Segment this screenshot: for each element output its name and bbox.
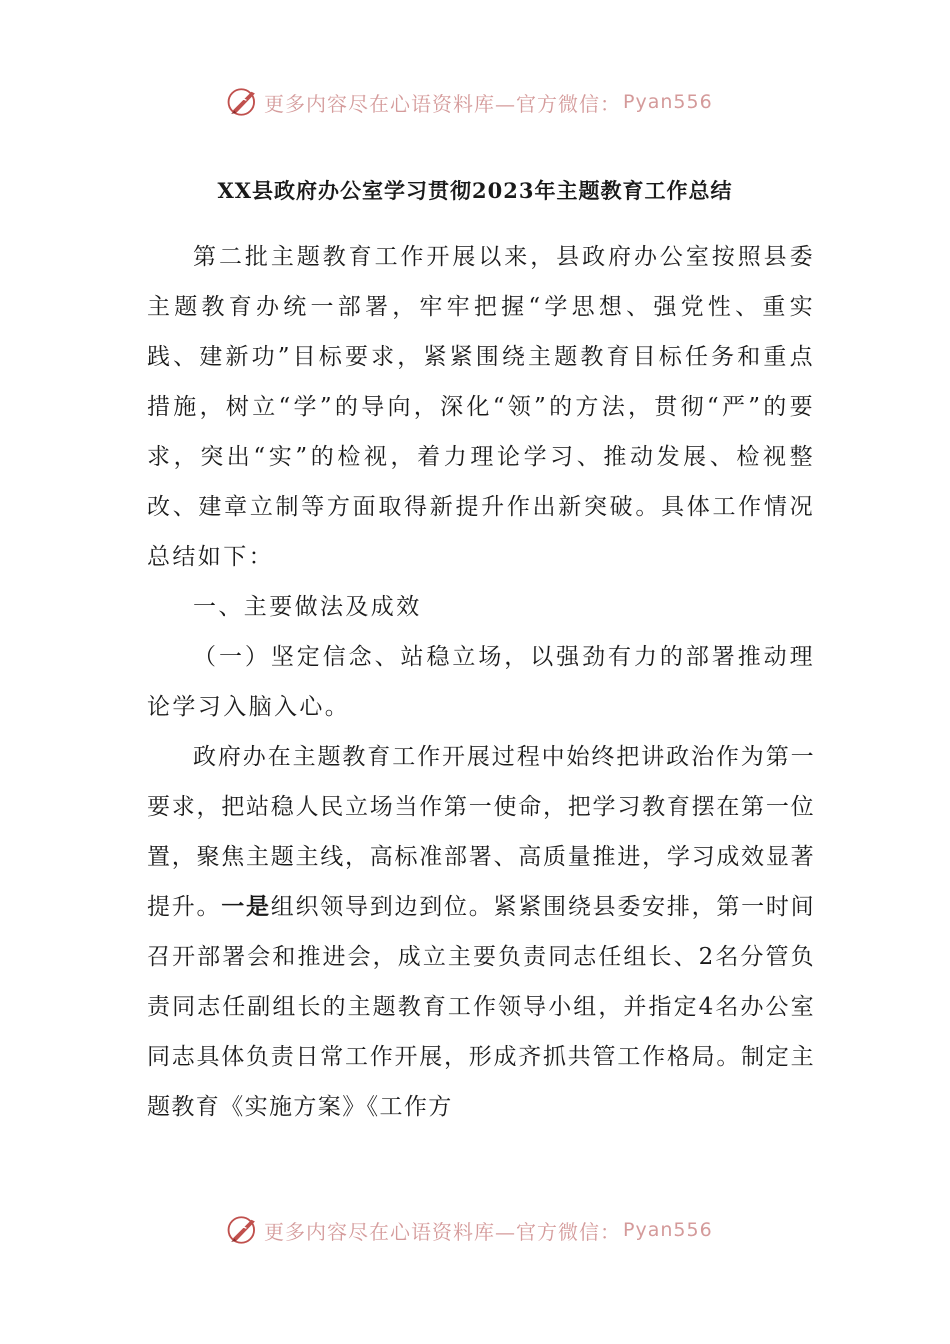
document-body xyxy=(147,232,815,1132)
subsection-heading-1: （一）坚定信念、站稳立场，以强劲有力的部署推动理论学习入脑入心。 xyxy=(147,644,815,720)
header-watermark xyxy=(226,82,713,122)
pen-logo-icon xyxy=(226,1213,260,1247)
paragraph-lead-marker: 一是 xyxy=(221,893,271,920)
section-heading-1: 一、主要做法及成效 xyxy=(193,594,422,620)
watermark-text: 更多内容尽在心语资料库—官方微信： xyxy=(264,1219,621,1244)
paragraph-text-part-1: 政府办在主题教育工作开展过程中始终把讲政治作为第一要求，把站稳人民立场当作第一使命，把学习教育摆在第一位置，聚焦主题主线，高标准部署、高质量推进，学习成效显著提升。 xyxy=(147,744,815,920)
body-paragraph-1 xyxy=(147,732,815,1132)
paragraph-text-part-2: 组织领导到边到位。紧紧围绕县委安排，第一时间召开部署会和推进会，成立主要负责同志任组长、2名分管负责同志任副组长的主题教育工作领导小组，并指定4名办公室同志具体负责日常工作开展，形成齐抓共管工作格局。制定主题教育《实施方案》《工作方 xyxy=(147,894,815,1120)
watermark-wechat-id: Pyan556 xyxy=(623,91,713,113)
pen-logo-icon xyxy=(226,85,260,119)
watermark-wechat-id: Pyan556 xyxy=(623,1219,713,1241)
document-title: XX县政府办公室学习贯彻2023年主题教育工作总结 xyxy=(217,178,733,203)
watermark-text: 更多内容尽在心语资料库—官方微信： xyxy=(264,91,621,116)
footer-watermark xyxy=(226,1210,713,1250)
intro-paragraph: 第二批主题教育工作开展以来，县政府办公室按照县委主题教育办统一部署，牢牢把握“学思想、强党性、重实践、建新功”目标要求，紧紧围绕主题教育目标任务和重点措施，树立“学”的导向，深化“领”的方法，贯彻“严”的要求，突出“实”的检视，着力理论学习、推动发展、检视整改、建章立制等方面取得新提升作出新突破。具体工作情况总结如下： xyxy=(147,244,815,570)
